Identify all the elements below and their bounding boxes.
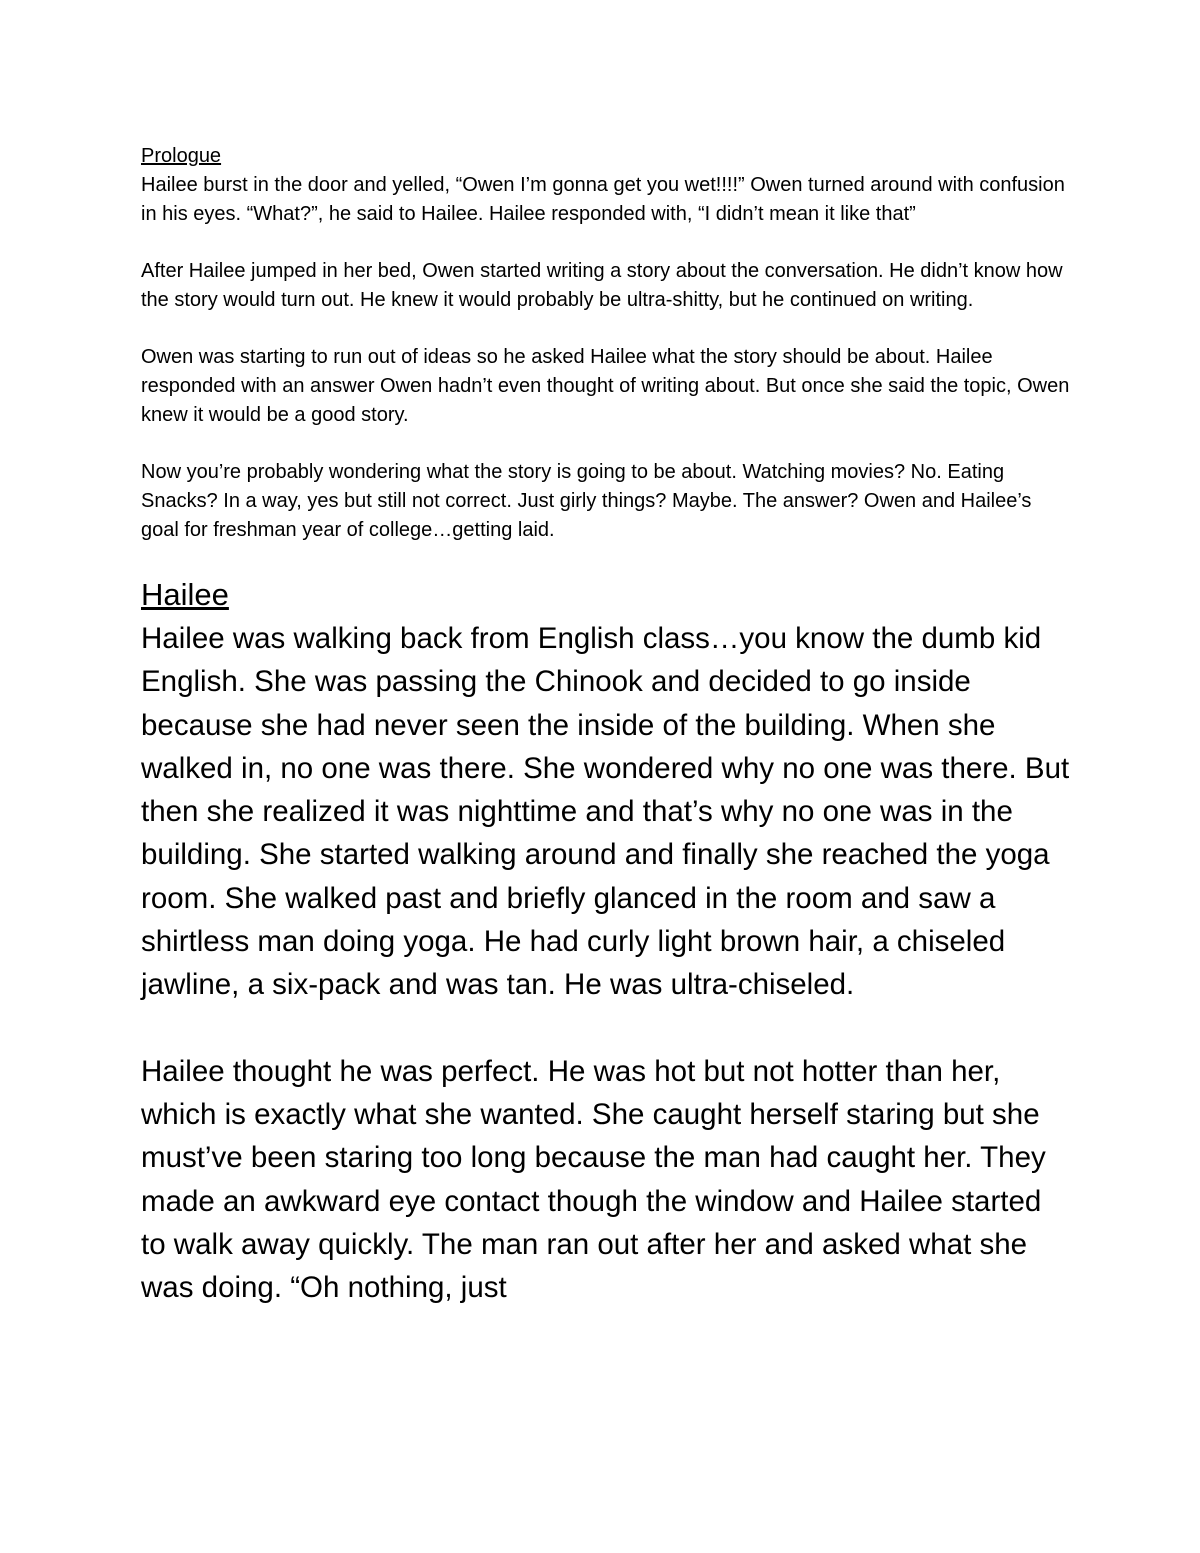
chapter-paragraph-2: Hailee thought he was perfect. He was hot but not hotter than her, which is exactly what she wanted. She caught herself staring but she must’ve been staring too long because the man had caught her. They made an awkward eye contact though the window and Hailee started to walk away quickly. The man ran out after her and asked what she was doing. “Oh nothing, just: [141, 1054, 1046, 1305]
prologue-paragraph-4: Now you’re probably wondering what the story is going to be about. Watching movies? No. Eating Snacks? In a way, yes but still not correct. Just girly things? Maybe. The answer? Owen and Hailee’s goal for freshman year of college…getting laid.: [141, 461, 1032, 541]
prologue-paragraph-1: Hailee burst in the door and yelled, “Owen I’m gonna get you wet!!!!” Owen turned around with confusion in his eyes. “What?”, he said to Hailee. Hailee responded with, “I didn’t mean it like that”: [141, 174, 1065, 225]
chapter-heading: Hailee: [141, 577, 229, 612]
prologue-heading: Prologue: [141, 145, 222, 167]
chapter-paragraph-1: Hailee was walking back from English class…you know the dumb kid English. She was passing the Chinook and decided to go inside because she had never seen the inside of the building. When she walked in, no one was there. She wondered why no one was there. But then she realized it was nighttime and that’s why no one was in the building. She started walking around and finally she reached the yoga room. She walked past and briefly glanced in the room and saw a shirtless man doing yoga. He had curly light brown hair, a chiseled jawline, a six-pack and was tan. He was ultra-chiseled.: [141, 622, 1070, 1002]
prologue-paragraph-2: After Hailee jumped in her bed, Owen started writing a story about the conversation. He didn’t know how the story would turn out. He knew it would probably be ultra-shitty, but he continued on writing.: [141, 260, 1063, 311]
prologue-paragraph-3: Owen was starting to run out of ideas so he asked Hailee what the story should be about. Hailee responded with an answer Owen hadn’t even thought of writing about. But once she said the topic, Owen knew it would be a good story.: [141, 346, 1070, 426]
document-page: [141, 142, 1071, 1352]
